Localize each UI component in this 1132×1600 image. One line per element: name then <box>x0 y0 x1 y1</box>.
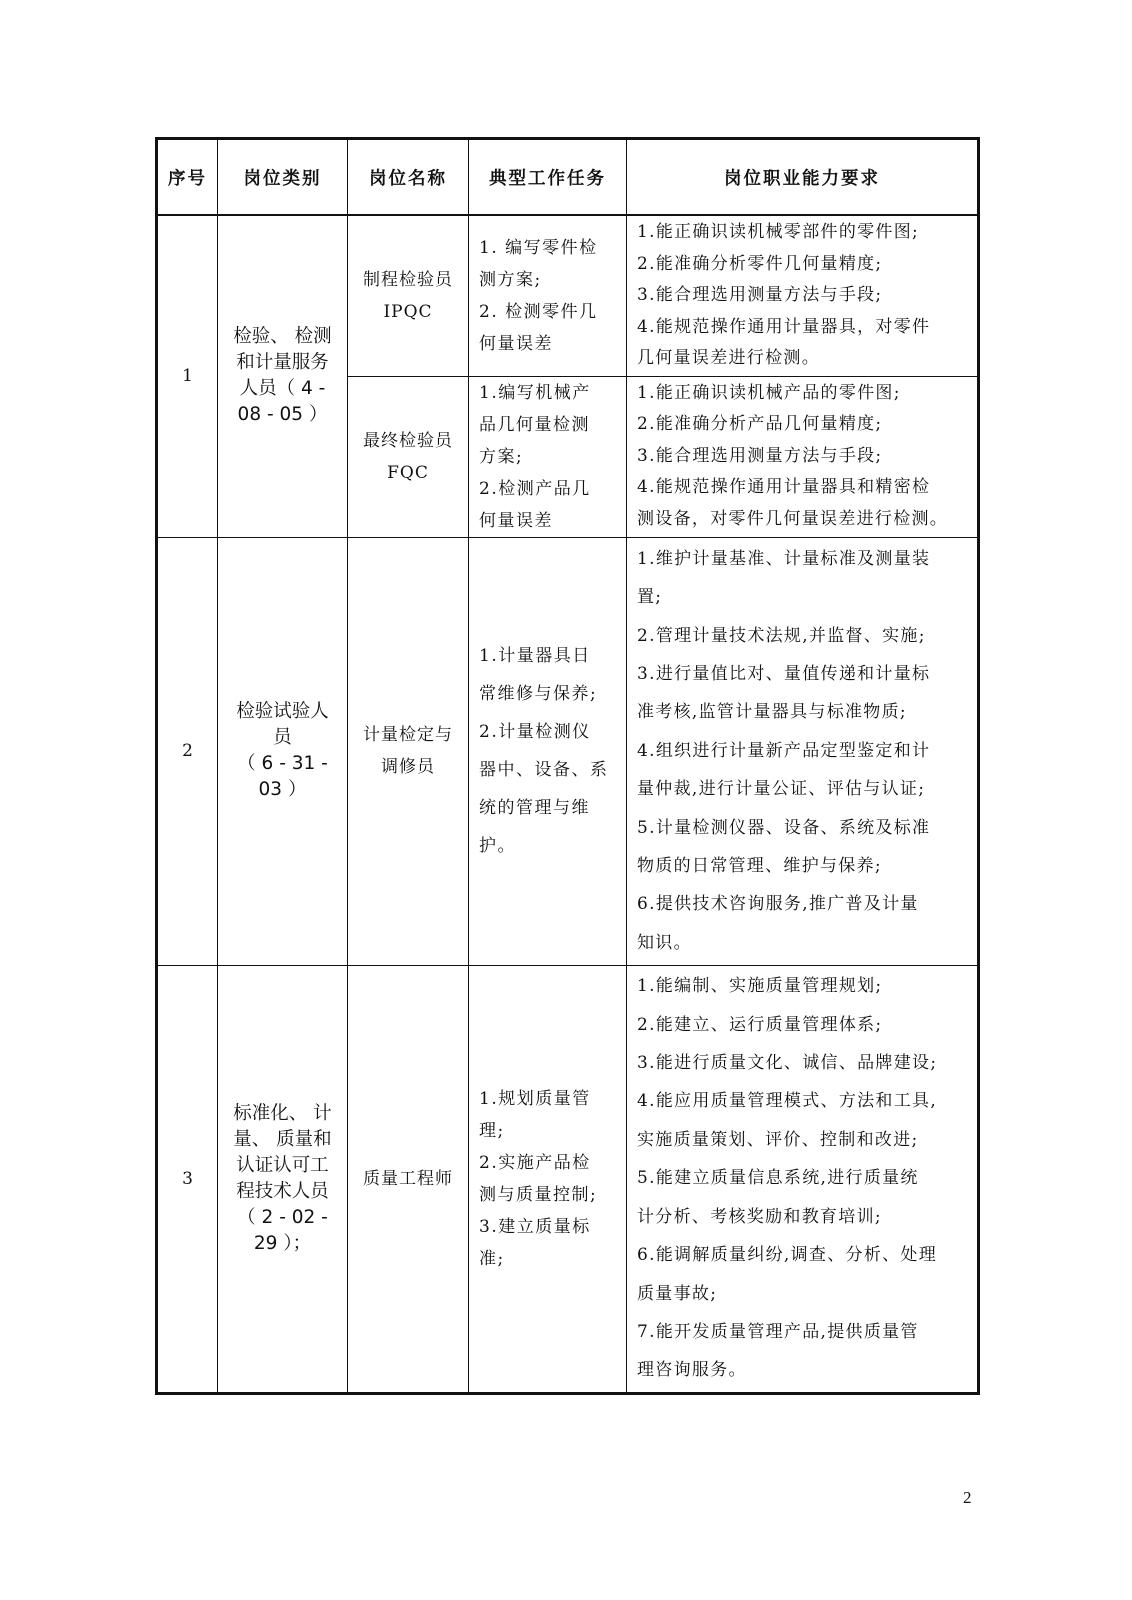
post-name-line: FQC <box>387 462 429 483</box>
requirement-line: 置; <box>637 587 663 608</box>
ability-requirements <box>627 965 979 1393</box>
category-line: 检验、 检测 <box>233 326 332 348</box>
task-line: 护。 <box>479 836 516 856</box>
requirement-line: 1.能正确识读机械产品的零件图; <box>637 382 901 403</box>
requirement-line: 6.提供技术咨询服务,推广普及计量 <box>637 894 919 915</box>
category-line: 认证认可工 <box>236 1154 329 1176</box>
table-header-row <box>157 139 979 216</box>
row-index: 3 <box>157 965 218 1393</box>
job-requirements-table <box>155 137 980 1395</box>
task-line: 常维修与保养; <box>479 684 598 704</box>
requirement-line: 3.能合理选用测量方法与手段; <box>637 285 883 305</box>
task-line: 2.检测产品几 <box>479 478 591 499</box>
typical-tasks <box>469 965 627 1393</box>
requirement-line: 2.管理计量技术法规,并监督、实施; <box>637 625 926 646</box>
category-line: 03 ） <box>258 779 307 800</box>
task-line: 1. 编写零件检 <box>479 237 598 258</box>
requirement-line: 2.能准确分析产品几何量精度; <box>637 414 883 435</box>
task-line: 测与质量控制; <box>479 1184 598 1205</box>
table-row <box>157 537 979 965</box>
requirement-line: 准考核,监管计量器具与标准物质; <box>637 702 907 723</box>
ability-requirements <box>627 215 979 376</box>
requirement-line: 几何量误差进行检测。 <box>637 348 820 368</box>
row-index: 2 <box>157 537 218 965</box>
task-line: 1.编写机械产 <box>479 382 591 403</box>
post-name-line: IPQC <box>383 301 433 322</box>
task-line: 1.规划质量管 <box>479 1088 591 1109</box>
requirement-line: 1.能正确识读机械零部件的零件图; <box>637 222 920 242</box>
category-line: 29 ）； <box>253 1232 312 1254</box>
task-line: 测方案; <box>479 269 542 290</box>
requirement-line: 量仲裁,进行计量公证、评估与认证; <box>637 779 926 800</box>
requirement-line: 5.能建立质量信息系统,进行质量统 <box>637 1168 919 1189</box>
requirement-line: 3.进行量值比对、量值传递和计量标 <box>637 663 931 684</box>
table-row <box>157 215 979 376</box>
post-category <box>218 537 348 965</box>
category-line: 检验试验人 <box>236 701 329 722</box>
post-name <box>348 537 469 965</box>
post-name-line: 最终检验员 <box>363 430 453 451</box>
task-line: 方案; <box>479 446 524 467</box>
requirement-line: 实施质量策划、评价、控制和改进; <box>637 1129 919 1150</box>
task-line: 2.计量检测仪 <box>479 722 591 742</box>
ability-requirements <box>627 537 979 965</box>
row-index: 1 <box>157 215 218 537</box>
task-line: 2. 检测零件几 <box>479 301 598 322</box>
post-name <box>348 215 469 376</box>
category-line: 标准化、 计 <box>233 1102 332 1124</box>
task-line: 3.建立质量标 <box>479 1216 591 1237</box>
requirement-line: 质量事故; <box>637 1283 718 1304</box>
requirement-line: 2.能建立、运行质量管理体系; <box>637 1014 883 1035</box>
requirement-line: 3.能进行质量文化、诚信、品牌建设; <box>637 1053 938 1074</box>
category-line: 程技术人员 <box>236 1180 329 1202</box>
category-line: 员 <box>273 727 292 748</box>
table-row <box>157 965 979 1393</box>
task-line: 何量误差 <box>479 333 553 354</box>
post-category <box>218 215 348 537</box>
header-index: 序号 <box>157 139 218 216</box>
task-line: 品几何量检测 <box>479 414 590 435</box>
task-line: 何量误差 <box>479 510 553 531</box>
category-line: （ 6 - 31 - <box>237 753 328 774</box>
requirement-line: 理咨询服务。 <box>637 1360 747 1381</box>
task-line: 2.实施产品检 <box>479 1152 591 1173</box>
task-line: 准; <box>479 1248 505 1269</box>
post-name-line: 计量检定与 <box>363 725 453 745</box>
typical-tasks <box>469 215 627 376</box>
requirement-line: 4.能规范操作通用计量器具，对零件 <box>637 316 931 337</box>
post-category <box>218 965 348 1393</box>
header-typical-tasks: 典型工作任务 <box>469 139 627 216</box>
requirement-line: 5.计量检测仪器、设备、系统及标准 <box>637 817 931 838</box>
requirement-line: 4.能规范操作通用计量器具和精密检 <box>637 477 931 498</box>
requirement-line: 4.组织进行计量新产品定型鉴定和计 <box>637 740 931 761</box>
post-name <box>348 965 469 1393</box>
task-line: 理; <box>479 1120 505 1141</box>
category-line: 量、 质量和 <box>233 1128 332 1150</box>
post-name <box>348 376 469 537</box>
post-name-line: 调修员 <box>381 757 435 777</box>
category-line: 08 - 05 ） <box>237 404 328 426</box>
category-line: 和计量服务 <box>236 352 329 374</box>
requirement-line: 计分析、考核奖励和教育培训; <box>637 1206 882 1227</box>
requirement-line: 1.能编制、实施质量管理规划; <box>637 976 883 997</box>
typical-tasks <box>469 537 627 965</box>
category-line: 人员（ 4 - <box>239 378 326 400</box>
requirement-line: 4.能应用质量管理模式、方法和工具, <box>637 1091 938 1112</box>
ability-requirements <box>627 376 979 537</box>
requirement-line: 7.能开发质量管理产品,提供质量管 <box>637 1321 919 1342</box>
post-name-line: 质量工程师 <box>363 1168 453 1189</box>
requirement-line: 1.维护计量基准、计量标准及测量装 <box>637 548 931 569</box>
page-number: 2 <box>963 1488 972 1507</box>
task-line: 1.计量器具日 <box>479 646 591 666</box>
requirement-line: 知识。 <box>637 932 692 953</box>
task-line: 器中、设备、系 <box>479 760 609 780</box>
typical-tasks <box>469 376 627 537</box>
requirement-line: 测设备，对零件几何量误差进行检测。 <box>637 508 949 529</box>
requirement-line: 3.能合理选用测量方法与手段; <box>637 445 883 466</box>
header-requirements: 岗位职业能力要求 <box>627 139 979 216</box>
requirement-line: 2.能准确分析零件几何量精度; <box>637 253 883 274</box>
post-name-line: 制程检验员 <box>363 269 453 290</box>
category-line: （ 2 - 02 - <box>237 1206 328 1228</box>
requirement-line: 物质的日常管理、维护与保养; <box>637 856 882 877</box>
header-category: 岗位类别 <box>218 139 348 216</box>
requirement-line: 6.能调解质量纠纷,调查、分析、处理 <box>637 1245 938 1266</box>
header-post-name: 岗位名称 <box>348 139 469 216</box>
task-line: 统的管理与维 <box>479 798 590 818</box>
